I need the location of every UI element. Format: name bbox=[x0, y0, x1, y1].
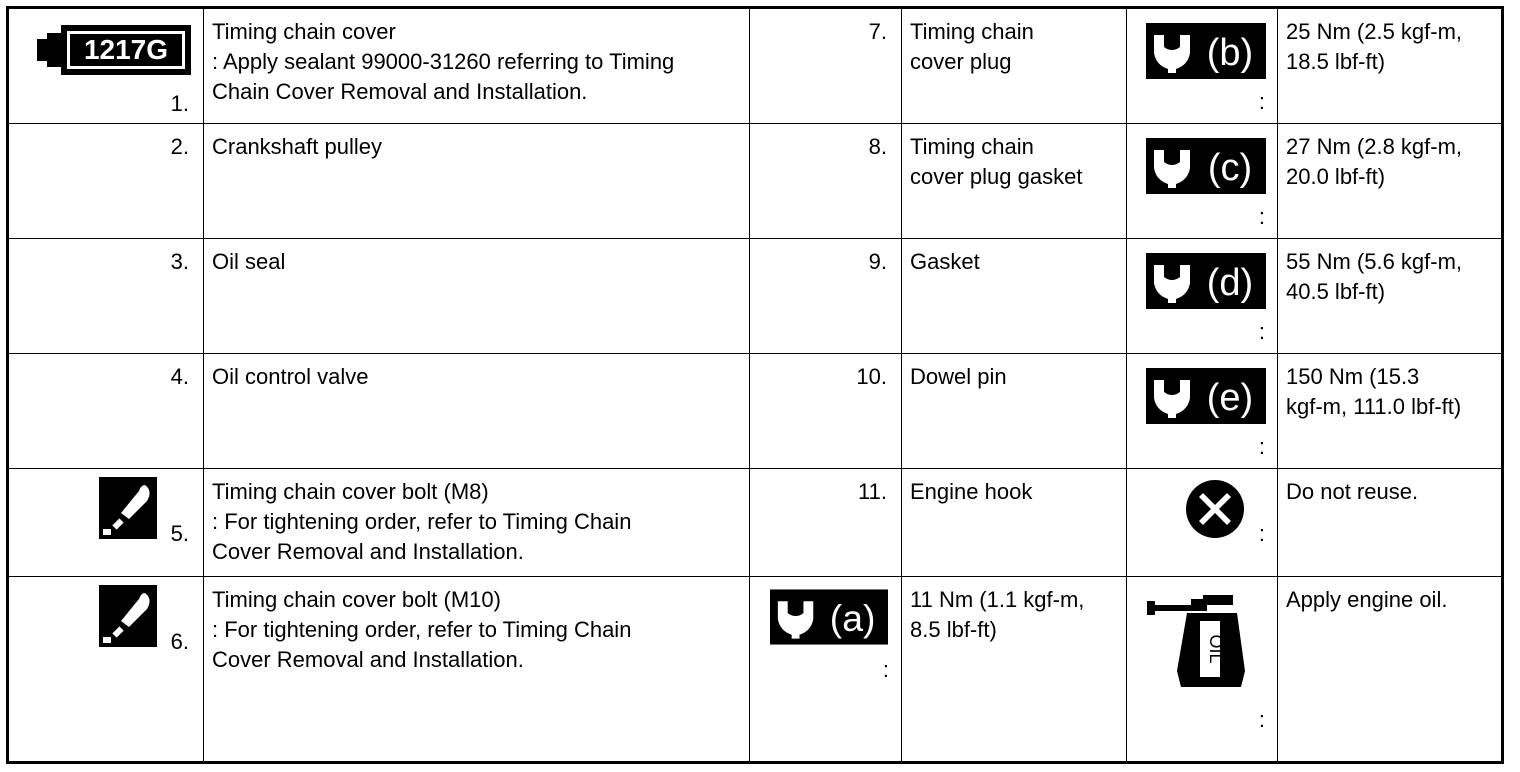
spec-line: 18.5 lbf-ft) bbox=[1286, 49, 1386, 74]
number-cell bbox=[9, 239, 203, 353]
colon: : bbox=[1258, 319, 1265, 344]
number-cell bbox=[9, 124, 203, 238]
torque-wrench-icon bbox=[1146, 368, 1266, 424]
item-description bbox=[204, 9, 749, 123]
spec-line: kgf-m, 111.0 lbf-ft) bbox=[1286, 394, 1462, 419]
item-description bbox=[204, 469, 749, 576]
engine-oil-can-icon bbox=[1147, 591, 1251, 689]
special-note bbox=[1278, 469, 1504, 576]
description-line: Timing chain bbox=[910, 134, 1034, 159]
description-line: cover plug bbox=[910, 49, 1012, 74]
spec-line: Do not reuse. bbox=[1286, 479, 1419, 504]
item-description bbox=[902, 124, 1126, 238]
item-description bbox=[204, 239, 749, 353]
torque-spec bbox=[1278, 124, 1504, 238]
colon: : bbox=[1258, 434, 1265, 459]
table-row bbox=[9, 469, 1501, 577]
item-number: 6. bbox=[170, 629, 189, 654]
description-line: Timing chain bbox=[910, 19, 1034, 44]
torque-letter: (d) bbox=[1206, 262, 1254, 304]
sealant-code: 1217G bbox=[83, 34, 169, 65]
torque-wrench-icon bbox=[1146, 138, 1266, 194]
description-line: Timing chain cover bbox=[212, 19, 396, 44]
do-not-reuse-icon bbox=[1185, 479, 1245, 539]
description-line: Crankshaft pulley bbox=[212, 134, 382, 159]
description-line: : Apply sealant 99000-31260 referring to Timing bbox=[212, 49, 675, 74]
description-line: Oil control valve bbox=[212, 364, 369, 389]
colon: : bbox=[882, 657, 889, 682]
description-line: Engine hook bbox=[910, 479, 1033, 504]
torque-spec bbox=[1278, 239, 1504, 353]
special-note bbox=[1278, 577, 1504, 764]
torque-wrench-icon bbox=[770, 589, 888, 645]
description-line: Timing chain cover bolt (M8) bbox=[212, 479, 489, 504]
item-number: 2. bbox=[170, 134, 189, 159]
spec-line: 25 Nm (2.5 kgf-m, bbox=[1286, 19, 1463, 44]
sealant-tube-icon bbox=[37, 23, 193, 77]
spec-line: 40.5 lbf-ft) bbox=[1286, 279, 1386, 304]
description-line: Cover Removal and Installation. bbox=[212, 539, 524, 564]
spec-line: 8.5 lbf-ft) bbox=[910, 617, 997, 642]
item-description bbox=[902, 239, 1126, 353]
number-cell bbox=[750, 469, 901, 576]
item-description bbox=[902, 9, 1126, 123]
item-number: 3. bbox=[170, 249, 189, 274]
table-row bbox=[9, 124, 1501, 239]
icon-cell bbox=[1127, 124, 1277, 238]
spec-line: 20.0 lbf-ft) bbox=[1286, 164, 1386, 189]
number-cell bbox=[9, 354, 203, 468]
torque-spec bbox=[1278, 9, 1504, 123]
icon-cell bbox=[750, 577, 901, 764]
icon-cell bbox=[1127, 577, 1277, 764]
item-number: 10. bbox=[856, 364, 887, 389]
torque-letter: (e) bbox=[1206, 377, 1254, 419]
number-cell bbox=[750, 124, 901, 238]
colon: : bbox=[1258, 521, 1265, 546]
icon-cell bbox=[1127, 9, 1277, 123]
item-number: 9. bbox=[868, 249, 887, 274]
torque-wrench-icon bbox=[1146, 253, 1266, 309]
torque-letter: (c) bbox=[1207, 147, 1253, 189]
torque-letter: (b) bbox=[1206, 32, 1254, 74]
item-number: 5. bbox=[170, 521, 189, 546]
number-cell bbox=[750, 354, 901, 468]
description-line: : For tightening order, refer to Timing Chain bbox=[212, 509, 632, 534]
description-line: Oil seal bbox=[212, 249, 286, 274]
tightening-order-icon bbox=[99, 477, 157, 539]
description-line: cover plug gasket bbox=[910, 164, 1083, 189]
colon: : bbox=[1258, 707, 1265, 732]
item-number: 8. bbox=[868, 134, 887, 159]
description-line: Dowel pin bbox=[910, 364, 1007, 389]
item-description bbox=[204, 354, 749, 468]
spec-line: 55 Nm (5.6 kgf-m, bbox=[1286, 249, 1463, 274]
description-line: Timing chain cover bolt (M10) bbox=[212, 587, 501, 612]
oil-label: OIL bbox=[1206, 634, 1226, 664]
number-cell bbox=[750, 9, 901, 123]
torque-spec bbox=[1278, 354, 1504, 468]
item-description bbox=[902, 469, 1126, 576]
item-number: 4. bbox=[170, 364, 189, 389]
parts-table bbox=[6, 6, 1504, 764]
table-row bbox=[9, 577, 1501, 764]
spec-line: Apply engine oil. bbox=[1286, 587, 1448, 612]
table-row bbox=[9, 354, 1501, 469]
icon-cell bbox=[9, 9, 203, 123]
number-cell bbox=[750, 239, 901, 353]
icon-cell bbox=[9, 469, 203, 576]
spec-line: 27 Nm (2.8 kgf-m, bbox=[1286, 134, 1463, 159]
icon-cell bbox=[1127, 469, 1277, 576]
spec-line: 150 Nm (15.3 bbox=[1286, 364, 1420, 389]
torque-spec bbox=[902, 577, 1126, 764]
item-description bbox=[204, 124, 749, 238]
icon-cell bbox=[1127, 239, 1277, 353]
item-number: 11. bbox=[858, 479, 887, 504]
table-row bbox=[9, 239, 1501, 354]
item-number: 1. bbox=[170, 91, 189, 116]
colon: : bbox=[1258, 204, 1265, 229]
icon-cell bbox=[9, 577, 203, 764]
torque-wrench-icon bbox=[1146, 23, 1266, 79]
description-line: : For tightening order, refer to Timing Chain bbox=[212, 617, 632, 642]
item-description bbox=[902, 354, 1126, 468]
colon: : bbox=[1258, 89, 1265, 114]
tightening-order-icon bbox=[99, 585, 157, 647]
item-description bbox=[204, 577, 749, 764]
description-line: Gasket bbox=[910, 249, 980, 274]
item-number: 7. bbox=[868, 19, 887, 44]
spec-line: 11 Nm (1.1 kgf-m, bbox=[910, 587, 1085, 612]
description-line: Cover Removal and Installation. bbox=[212, 647, 524, 672]
table-row bbox=[9, 9, 1501, 124]
torque-letter: (a) bbox=[829, 596, 876, 639]
icon-cell bbox=[1127, 354, 1277, 468]
description-line: Chain Cover Removal and Installation. bbox=[212, 79, 588, 104]
